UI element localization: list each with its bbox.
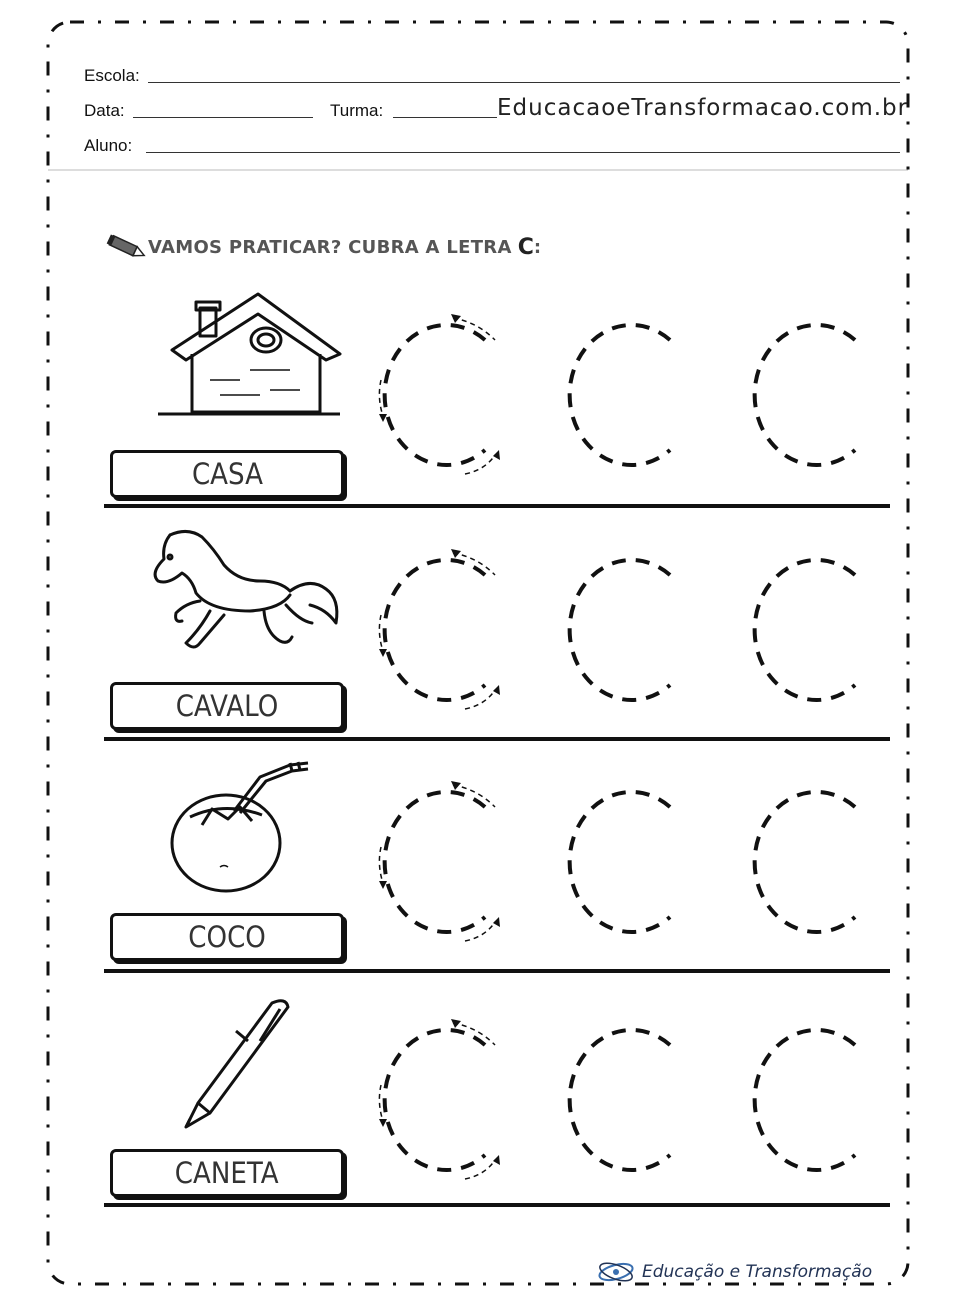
- pen-icon: [140, 995, 360, 1135]
- escola-label: Escola:: [84, 66, 140, 85]
- word-label: CANETA: [175, 1156, 279, 1190]
- turma-label: Turma:: [330, 101, 384, 120]
- trace-letter-c[interactable]: [550, 545, 700, 715]
- data-label: Data:: [84, 101, 125, 120]
- trace-letter-c[interactable]: [550, 310, 700, 480]
- instruction-suffix: :: [533, 236, 542, 258]
- trace-letter-c[interactable]: [550, 1015, 700, 1185]
- writing-baseline: [104, 1203, 890, 1207]
- trace-letter-c[interactable]: [365, 777, 515, 947]
- writing-baseline: [104, 737, 890, 741]
- logo-icon: [596, 1258, 636, 1286]
- word-box: [110, 450, 344, 498]
- exercise-row: [100, 757, 890, 982]
- horse-icon: [140, 525, 360, 665]
- writing-baseline: [104, 969, 890, 973]
- writing-baseline: [104, 504, 890, 508]
- coconut-icon: [140, 757, 360, 897]
- house-icon: [140, 290, 360, 430]
- trace-letter-c[interactable]: [735, 545, 885, 715]
- instruction-letter: C: [517, 234, 534, 260]
- word-box: [110, 1149, 344, 1197]
- footer-brand: [596, 1258, 872, 1286]
- aluno-field[interactable]: [146, 152, 900, 153]
- site-name: EducacaoeTransformacao.com.br: [497, 95, 909, 121]
- exercise-row: [100, 290, 890, 515]
- word-label: CAVALO: [175, 689, 279, 723]
- word-box: [110, 682, 344, 730]
- trace-letter-c[interactable]: [735, 777, 885, 947]
- word-label: CASA: [191, 457, 263, 491]
- escola-field[interactable]: [148, 82, 900, 83]
- exercise-row: [100, 525, 890, 750]
- exercise-row: [100, 995, 890, 1215]
- word-label: COCO: [188, 920, 266, 954]
- aluno-label: Aluno:: [84, 136, 133, 155]
- pencil-icon: [106, 234, 148, 260]
- trace-letter-c[interactable]: [735, 310, 885, 480]
- trace-letter-c[interactable]: [365, 545, 515, 715]
- footer-text: Educação e Transformação: [642, 1262, 873, 1282]
- turma-field[interactable]: [393, 117, 497, 118]
- trace-letter-c[interactable]: [735, 1015, 885, 1185]
- data-field[interactable]: [133, 117, 313, 118]
- instruction: [106, 232, 541, 262]
- instruction-text: VAMOS PRATICAR? CUBRA A LETRA: [148, 236, 512, 258]
- word-box: [110, 913, 344, 961]
- trace-letter-c[interactable]: [365, 310, 515, 480]
- trace-letter-c[interactable]: [550, 777, 700, 947]
- trace-letter-c[interactable]: [365, 1015, 515, 1185]
